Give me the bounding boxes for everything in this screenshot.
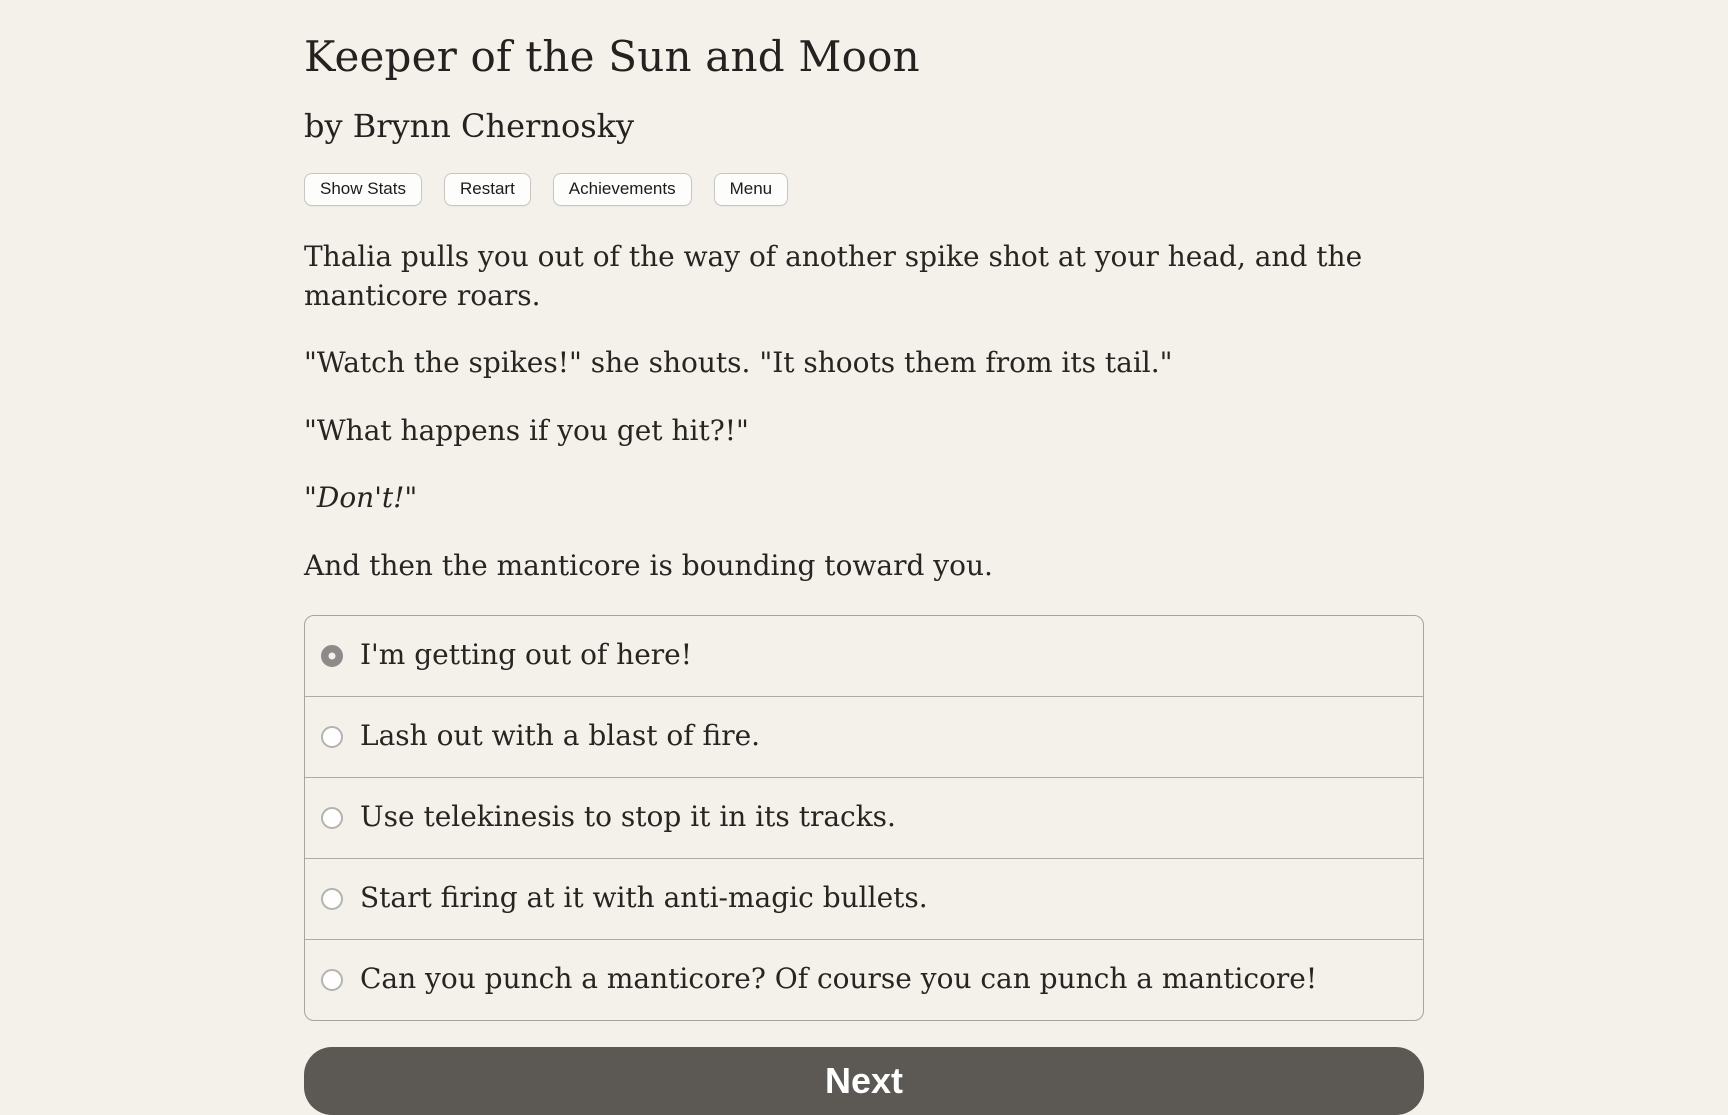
- choice-label: Lash out with a blast of fire.: [360, 719, 761, 753]
- next-button[interactable]: Next: [304, 1047, 1424, 1115]
- choice-label: Can you punch a manticore? Of course you can punch a manticore!: [360, 962, 1318, 996]
- radio-unselected-icon[interactable]: [321, 888, 343, 910]
- story-paragraph: "What happens if you get hit?!": [304, 413, 749, 447]
- radio-unselected-icon[interactable]: [321, 969, 343, 991]
- toolbar-button-achievements[interactable]: Achievements: [553, 173, 692, 206]
- choice-label: Use telekinesis to stop it in its tracks.: [360, 800, 896, 834]
- choice-option[interactable]: [305, 777, 1423, 858]
- toolbar-button-menu[interactable]: Menu: [714, 173, 789, 206]
- radio-unselected-icon[interactable]: [321, 726, 343, 748]
- toolbar: [304, 173, 1424, 206]
- choice-label: Start firing at it with anti-magic bullets.: [360, 881, 928, 915]
- choice-option[interactable]: [305, 939, 1423, 1020]
- story-paragraph: "Don't!": [304, 481, 418, 515]
- page-title: Keeper of the Sun and Moon: [304, 32, 920, 81]
- choice-option[interactable]: [305, 696, 1423, 777]
- choice-label: I'm getting out of here!: [360, 638, 692, 672]
- story-paragraph: Thalia pulls you out of the way of another spike shot at your head, and the manticore roars.: [304, 239, 1363, 312]
- radio-unselected-icon[interactable]: [321, 807, 343, 829]
- toolbar-button-show-stats[interactable]: Show Stats: [304, 173, 422, 206]
- toolbar-button-restart[interactable]: Restart: [444, 173, 531, 206]
- choice-option[interactable]: [305, 616, 1423, 696]
- page-author: by Brynn Chernosky: [304, 107, 635, 146]
- game-page: [304, 32, 1424, 1115]
- choice-option[interactable]: [305, 858, 1423, 939]
- choice-list: [304, 615, 1424, 1021]
- story-paragraph: "Watch the spikes!" she shouts. "It shoots them from its tail.": [304, 346, 1173, 380]
- radio-selected-icon[interactable]: [321, 645, 343, 667]
- story-text: [304, 238, 1424, 586]
- story-paragraph: And then the manticore is bounding toward you.: [304, 549, 993, 582]
